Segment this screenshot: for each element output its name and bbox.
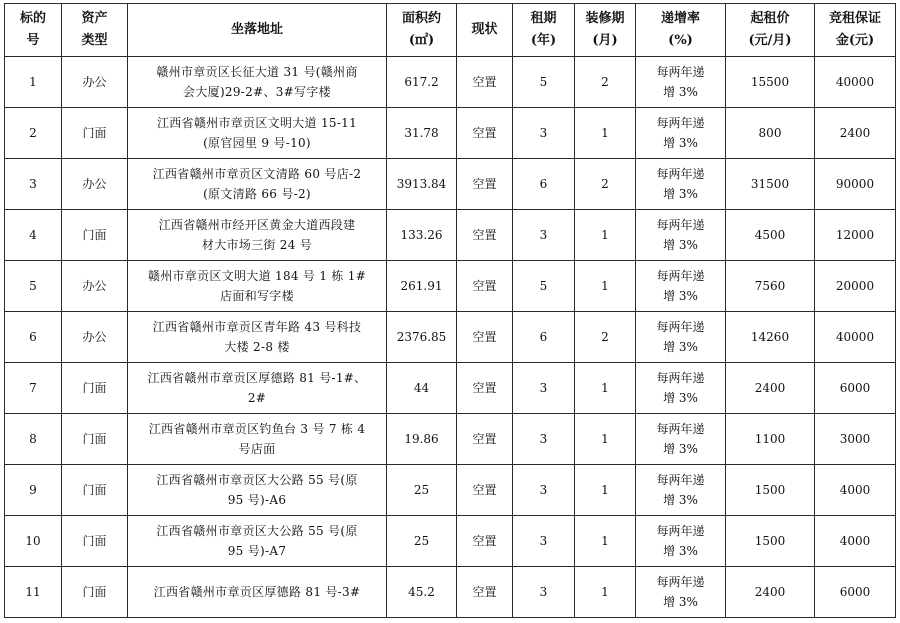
cell-increase xyxy=(636,414,726,465)
cell-type: 办公 xyxy=(62,57,128,108)
header-type-line: 资产 xyxy=(81,11,108,26)
cell-address-line: 江西省赣州市章贡区厚德路 81 号-3# xyxy=(153,585,361,599)
cell-address-line: 江西省赣州市经开区黄金大道西段建 xyxy=(158,218,356,232)
cell-address-line: 赣州市章贡区文明大道 184 号 1 栋 1# xyxy=(147,269,367,283)
table-row xyxy=(5,210,896,261)
cell-status: 空置 xyxy=(457,261,513,312)
cell-term: 3 xyxy=(513,210,575,261)
cell-address xyxy=(128,567,387,618)
cell-increase xyxy=(636,363,726,414)
cell-renovation: 1 xyxy=(575,261,636,312)
property-listing-table xyxy=(4,3,896,618)
cell-address xyxy=(128,516,387,567)
header-area xyxy=(387,4,457,57)
header-status xyxy=(457,4,513,57)
header-area-line: (㎡) xyxy=(408,33,435,48)
cell-renovation: 2 xyxy=(575,312,636,363)
cell-increase xyxy=(636,465,726,516)
table-row xyxy=(5,363,896,414)
cell-address-line: (原官园里 9 号-10) xyxy=(203,136,311,150)
cell-increase xyxy=(636,516,726,567)
cell-area: 31.78 xyxy=(387,108,457,159)
cell-increase xyxy=(636,312,726,363)
cell-deposit: 12000 xyxy=(815,210,896,261)
cell-address-line: 95 号)-A6 xyxy=(227,493,287,507)
cell-renovation: 1 xyxy=(575,363,636,414)
cell-increase xyxy=(636,261,726,312)
cell-status: 空置 xyxy=(457,159,513,210)
cell-address xyxy=(128,465,387,516)
header-type xyxy=(62,4,128,57)
header-term-line: 租期 xyxy=(530,11,557,26)
table-row xyxy=(5,108,896,159)
cell-increase xyxy=(636,108,726,159)
cell-area: 25 xyxy=(387,516,457,567)
header-type-line: 类型 xyxy=(81,33,108,48)
cell-type: 门面 xyxy=(62,414,128,465)
cell-no: 10 xyxy=(5,516,62,567)
header-renovation-line: (月) xyxy=(592,33,618,48)
cell-area: 25 xyxy=(387,465,457,516)
cell-address xyxy=(128,261,387,312)
cell-deposit: 4000 xyxy=(815,465,896,516)
cell-address-line: 江西省赣州市章贡区厚德路 81 号-1#、 xyxy=(147,371,367,385)
cell-status: 空置 xyxy=(457,210,513,261)
cell-term: 3 xyxy=(513,108,575,159)
cell-no: 8 xyxy=(5,414,62,465)
cell-renovation: 2 xyxy=(575,57,636,108)
cell-increase-line: 每两年递 xyxy=(656,65,705,79)
cell-increase-line: 增 3% xyxy=(663,544,698,558)
cell-increase-line: 增 3% xyxy=(663,187,698,201)
cell-address-line: 2# xyxy=(247,391,267,405)
cell-address xyxy=(128,363,387,414)
cell-increase xyxy=(636,567,726,618)
cell-address-line: 会大厦)29-2#、3#写字楼 xyxy=(183,85,331,99)
table-row xyxy=(5,57,896,108)
cell-no: 1 xyxy=(5,57,62,108)
table-row xyxy=(5,159,896,210)
cell-address xyxy=(128,312,387,363)
cell-rent: 15500 xyxy=(726,57,815,108)
cell-deposit: 40000 xyxy=(815,312,896,363)
cell-term: 3 xyxy=(513,363,575,414)
cell-deposit: 2400 xyxy=(815,108,896,159)
cell-increase-line: 每两年递 xyxy=(656,524,705,538)
cell-address-line: 号店面 xyxy=(238,442,276,456)
cell-increase-line: 每两年递 xyxy=(656,269,705,283)
header-no-line: 号 xyxy=(26,33,40,48)
cell-type: 办公 xyxy=(62,261,128,312)
cell-renovation: 1 xyxy=(575,210,636,261)
table-body xyxy=(5,57,896,618)
cell-rent: 2400 xyxy=(726,567,815,618)
cell-address-line: 赣州市章贡区长征大道 31 号(赣州商 xyxy=(156,65,358,79)
cell-area: 2376.85 xyxy=(387,312,457,363)
cell-address-line: 江西省赣州市章贡区大公路 55 号(原 xyxy=(156,473,358,487)
cell-status: 空置 xyxy=(457,414,513,465)
header-status-line: 现状 xyxy=(471,22,498,37)
cell-status: 空置 xyxy=(457,108,513,159)
cell-no: 5 xyxy=(5,261,62,312)
cell-rent: 31500 xyxy=(726,159,815,210)
header-deposit-line: 金(元) xyxy=(835,33,875,48)
header-rent-line: 起租价 xyxy=(750,11,790,26)
cell-deposit: 6000 xyxy=(815,567,896,618)
cell-increase-line: 增 3% xyxy=(663,340,698,354)
header-renovation-line: 装修期 xyxy=(585,11,625,26)
cell-deposit: 20000 xyxy=(815,261,896,312)
cell-deposit: 4000 xyxy=(815,516,896,567)
cell-status: 空置 xyxy=(457,57,513,108)
cell-address-line: 江西省赣州市章贡区青年路 43 号科技 xyxy=(152,320,362,334)
table-row xyxy=(5,465,896,516)
cell-deposit: 3000 xyxy=(815,414,896,465)
cell-renovation: 1 xyxy=(575,516,636,567)
cell-increase xyxy=(636,159,726,210)
cell-increase xyxy=(636,210,726,261)
cell-no: 6 xyxy=(5,312,62,363)
cell-rent: 1500 xyxy=(726,465,815,516)
header-rent xyxy=(726,4,815,57)
table-row xyxy=(5,312,896,363)
cell-no: 4 xyxy=(5,210,62,261)
cell-area: 45.2 xyxy=(387,567,457,618)
cell-increase xyxy=(636,57,726,108)
cell-address xyxy=(128,414,387,465)
cell-deposit: 6000 xyxy=(815,363,896,414)
header-address xyxy=(128,4,387,57)
cell-status: 空置 xyxy=(457,567,513,618)
cell-term: 3 xyxy=(513,465,575,516)
cell-term: 3 xyxy=(513,414,575,465)
cell-area: 617.2 xyxy=(387,57,457,108)
table-row xyxy=(5,567,896,618)
cell-term: 3 xyxy=(513,516,575,567)
cell-address-line: 材大市场三街 24 号 xyxy=(201,238,313,252)
cell-rent: 4500 xyxy=(726,210,815,261)
cell-type: 办公 xyxy=(62,159,128,210)
cell-increase-line: 每两年递 xyxy=(656,575,705,589)
cell-address xyxy=(128,159,387,210)
cell-increase-line: 增 3% xyxy=(663,391,698,405)
cell-area: 19.86 xyxy=(387,414,457,465)
header-term-line: (年) xyxy=(530,33,557,48)
cell-renovation: 1 xyxy=(575,108,636,159)
header-area-line: 面积约 xyxy=(401,11,441,26)
header-rent-line: (元/月) xyxy=(748,33,792,48)
cell-address-line: 江西省赣州市章贡区钓鱼台 3 号 7 栋 4 xyxy=(148,422,366,436)
cell-area: 3913.84 xyxy=(387,159,457,210)
cell-status: 空置 xyxy=(457,363,513,414)
cell-increase-line: 每两年递 xyxy=(656,167,705,181)
cell-increase-line: 每两年递 xyxy=(656,371,705,385)
cell-increase-line: 增 3% xyxy=(663,85,698,99)
cell-no: 2 xyxy=(5,108,62,159)
cell-no: 7 xyxy=(5,363,62,414)
cell-term: 3 xyxy=(513,567,575,618)
cell-increase-line: 增 3% xyxy=(663,493,698,507)
cell-deposit: 90000 xyxy=(815,159,896,210)
cell-address xyxy=(128,210,387,261)
cell-renovation: 2 xyxy=(575,159,636,210)
header-address-line: 坐落地址 xyxy=(230,22,283,37)
cell-renovation: 1 xyxy=(575,465,636,516)
header-increase xyxy=(636,4,726,57)
cell-increase-line: 增 3% xyxy=(663,238,698,252)
cell-address xyxy=(128,108,387,159)
cell-address-line: (原文清路 66 号-2) xyxy=(203,187,311,201)
table-row xyxy=(5,516,896,567)
cell-address-line: 95 号)-A7 xyxy=(227,544,287,558)
cell-area: 133.26 xyxy=(387,210,457,261)
cell-no: 3 xyxy=(5,159,62,210)
cell-type: 门面 xyxy=(62,465,128,516)
header-renovation xyxy=(575,4,636,57)
cell-status: 空置 xyxy=(457,312,513,363)
header-deposit-line: 竞租保证 xyxy=(828,11,881,26)
cell-increase-line: 每两年递 xyxy=(656,116,705,130)
cell-no: 11 xyxy=(5,567,62,618)
header-increase-line: 递增率 xyxy=(660,11,700,26)
header-increase-line: (%) xyxy=(668,33,693,48)
table-row xyxy=(5,261,896,312)
cell-term: 5 xyxy=(513,57,575,108)
cell-increase-line: 每两年递 xyxy=(656,320,705,334)
cell-increase-line: 增 3% xyxy=(663,442,698,456)
cell-address-line: 江西省赣州市章贡区文明大道 15-11 xyxy=(156,116,358,130)
cell-increase-line: 增 3% xyxy=(663,595,698,609)
cell-rent: 7560 xyxy=(726,261,815,312)
header-deposit xyxy=(815,4,896,57)
cell-renovation: 1 xyxy=(575,567,636,618)
cell-rent: 1100 xyxy=(726,414,815,465)
cell-deposit: 40000 xyxy=(815,57,896,108)
cell-status: 空置 xyxy=(457,465,513,516)
cell-increase-line: 增 3% xyxy=(663,289,698,303)
cell-term: 6 xyxy=(513,312,575,363)
cell-rent: 14260 xyxy=(726,312,815,363)
cell-status: 空置 xyxy=(457,516,513,567)
cell-term: 6 xyxy=(513,159,575,210)
cell-address-line: 店面和写字楼 xyxy=(220,289,294,303)
header-no xyxy=(5,4,62,57)
cell-increase-line: 每两年递 xyxy=(656,422,705,436)
cell-type: 门面 xyxy=(62,363,128,414)
cell-type: 办公 xyxy=(62,312,128,363)
cell-area: 261.91 xyxy=(387,261,457,312)
cell-renovation: 1 xyxy=(575,414,636,465)
table-row xyxy=(5,414,896,465)
cell-address xyxy=(128,57,387,108)
cell-address-line: 江西省赣州市章贡区大公路 55 号(原 xyxy=(156,524,358,538)
header-no-line: 标的 xyxy=(19,11,46,26)
cell-increase-line: 增 3% xyxy=(663,136,698,150)
cell-term: 5 xyxy=(513,261,575,312)
cell-address-line: 大楼 2-8 楼 xyxy=(224,340,290,354)
cell-rent: 800 xyxy=(726,108,815,159)
cell-type: 门面 xyxy=(62,210,128,261)
header-term xyxy=(513,4,575,57)
cell-address-line: 江西省赣州市章贡区文清路 60 号店-2 xyxy=(152,167,362,181)
cell-type: 门面 xyxy=(62,516,128,567)
cell-rent: 1500 xyxy=(726,516,815,567)
table-header-row xyxy=(5,4,896,57)
cell-no: 9 xyxy=(5,465,62,516)
cell-increase-line: 每两年递 xyxy=(656,473,705,487)
cell-rent: 2400 xyxy=(726,363,815,414)
cell-type: 门面 xyxy=(62,567,128,618)
cell-type: 门面 xyxy=(62,108,128,159)
cell-area: 44 xyxy=(387,363,457,414)
cell-increase-line: 每两年递 xyxy=(656,218,705,232)
